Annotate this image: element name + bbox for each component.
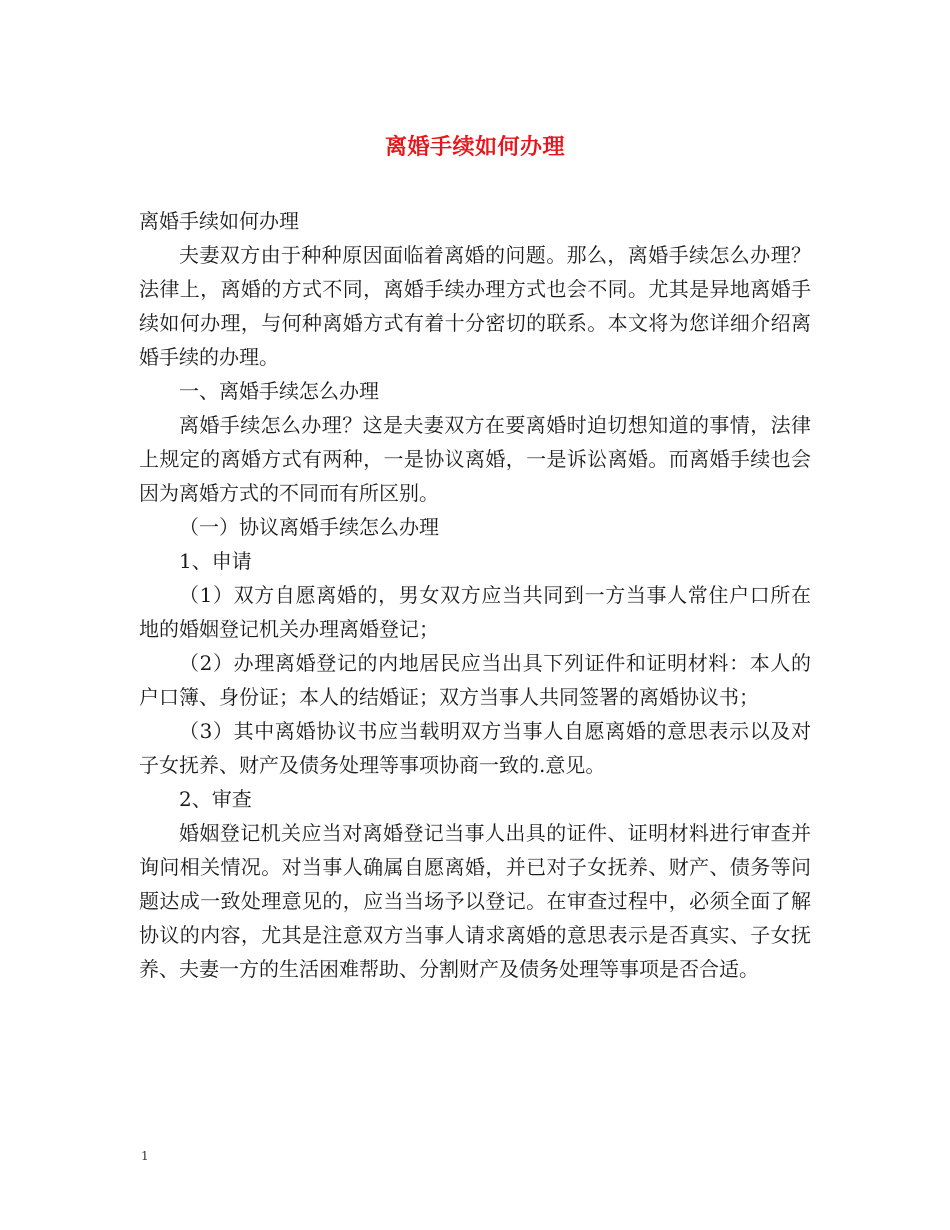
document-body — [139, 204, 811, 986]
step-heading-review: 2、审查 — [179, 787, 252, 811]
subsection-heading-1: （一）协议离婚手续怎么办理 — [179, 515, 439, 539]
paragraph-heading: 离婚手续如何办理 — [139, 209, 299, 233]
document-title: 离婚手续如何办理 — [384, 134, 565, 160]
paragraph-review: 婚姻登记机关应当对离婚登记当事人出具的证件、证明材料进行审查并询问相关情况。对当事人确属自愿离婚，并已对子女抚养、财产、债务等问题达成一致处理意见的，应当当场予以登记。在审查过程中，必须全面了解协议的内容，尤其是注意双方当事人请求离婚的意思表示是否真实、子女抚养、夫妻一方的生活困难帮助、分割财产及债务处理等事项是否合适。 — [139, 821, 811, 981]
list-item-3: （3）其中离婚协议书应当载明双方当事人自愿离婚的意思表示以及对子女抚养、财产及债务处理等事项协商一致的.意见。 — [139, 719, 811, 777]
paragraph-section-1: 离婚手续怎么办理？这是夫妻双方在要离婚时迫切想知道的事情，法律上规定的离婚方式有两种，一是协议离婚，一是诉讼离婚。而离婚手续也会因为离婚方式的不同而有所区别。 — [139, 413, 811, 505]
list-item-2: （2）办理离婚登记的内地居民应当出具下列证件和证明材料：本人的户口簿、身份证；本人的结婚证；双方当事人共同签署的离婚协议书； — [139, 651, 811, 709]
list-item-1: （1）双方自愿离婚的，男女双方应当共同到一方当事人常住户口所在地的婚姻登记机关办理离婚登记； — [139, 583, 811, 641]
paragraph-intro: 夫妻双方由于种种原因面临着离婚的问题。那么，离婚手续怎么办理？法律上，离婚的方式不同，离婚手续办理方式也会不同。尤其是异地离婚手续如何办理，与何种离婚方式有着十分密切的联系。本文将为您详细介绍离婚手续的办理。 — [139, 243, 811, 369]
section-heading-1: 一、离婚手续怎么办理 — [179, 379, 379, 403]
page-number: 1 — [141, 1149, 149, 1163]
step-heading-apply: 1、申请 — [179, 549, 252, 573]
